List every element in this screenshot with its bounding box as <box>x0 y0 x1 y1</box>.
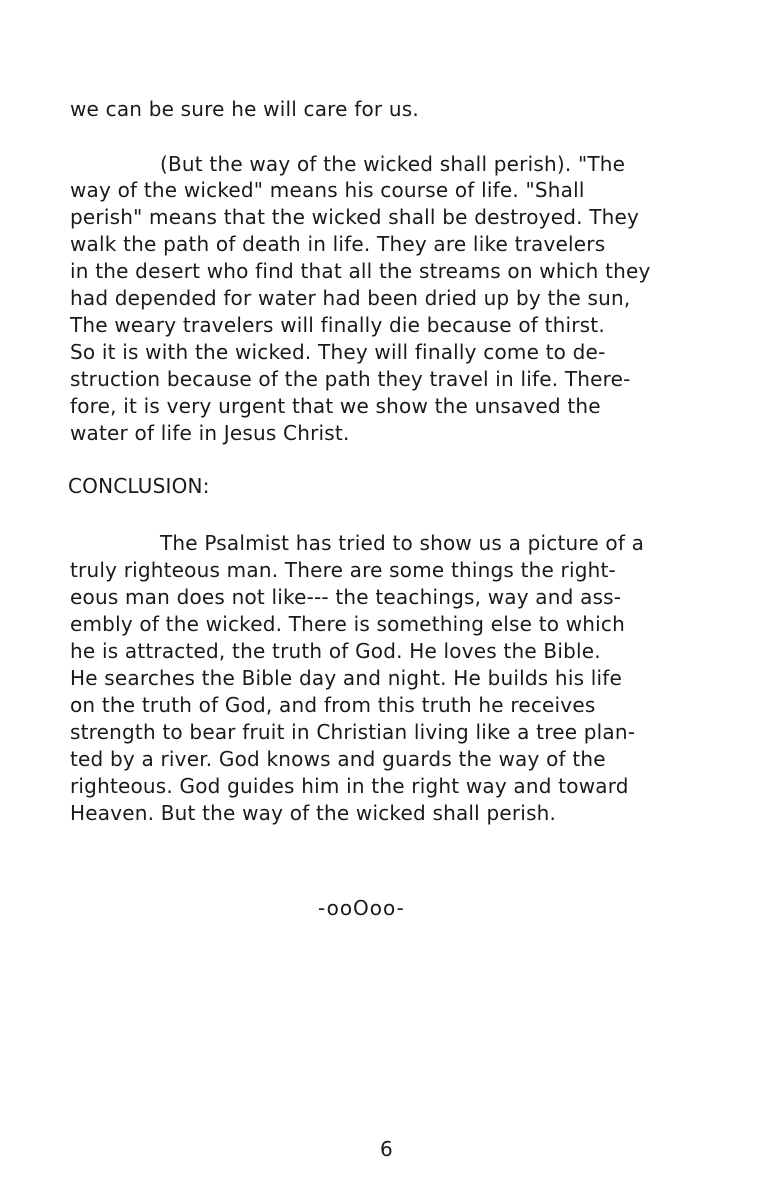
paragraph-line: (But the way of the wicked shall perish). "The <box>160 152 626 176</box>
paragraph-line: strength to bear fruit in Christian living like a tree plan- <box>70 720 636 744</box>
paragraph-line: on the truth of God, and from this truth he receives <box>70 693 596 717</box>
section-heading: CONCLUSION: <box>68 474 210 498</box>
section-divider: -ooOoo- <box>318 896 405 920</box>
paragraph-line: struction because of the path they travel in life. There- <box>70 367 631 391</box>
paragraph-line: way of the wicked" means his course of life. "Shall <box>70 178 585 202</box>
paragraph-line: walk the path of death in life. They are like travelers <box>70 232 606 256</box>
paragraph-line: ted by a river. God knows and guards the way of the <box>70 747 606 771</box>
paragraph-line: The weary travelers will finally die because of thirst. <box>70 313 605 337</box>
paragraph-line: perish" means that the wicked shall be destroyed. They <box>70 205 640 229</box>
opening-line: we can be sure he will care for us. <box>70 97 419 121</box>
paragraph-line: So it is with the wicked. They will finally come to de- <box>70 340 606 364</box>
paragraph-line: water of life in Jesus Christ. <box>70 421 350 445</box>
paragraph-line: He searches the Bible day and night. He builds his life <box>70 666 623 690</box>
paragraph-line: fore, it is very urgent that we show the unsaved the <box>70 394 601 418</box>
paragraph-line: in the desert who find that all the streams on which they <box>70 259 651 283</box>
paragraph-line: The Psalmist has tried to show us a picture of a <box>160 531 645 555</box>
paragraph-line: eous man does not like--- the teachings, way and ass- <box>70 585 622 609</box>
paragraph-line: truly righteous man. There are some things the right- <box>70 558 616 582</box>
paragraph-line: righteous. God guides him in the right way and toward <box>70 774 629 798</box>
paragraph-line: Heaven. But the way of the wicked shall perish. <box>70 801 557 825</box>
page-number: 6 <box>380 1137 393 1161</box>
paragraph-line: had depended for water had been dried up by the sun, <box>70 286 631 310</box>
paragraph-line: he is attracted, the truth of God. He loves the Bible. <box>70 639 601 663</box>
paragraph-line: embly of the wicked. There is something else to which <box>70 612 626 636</box>
